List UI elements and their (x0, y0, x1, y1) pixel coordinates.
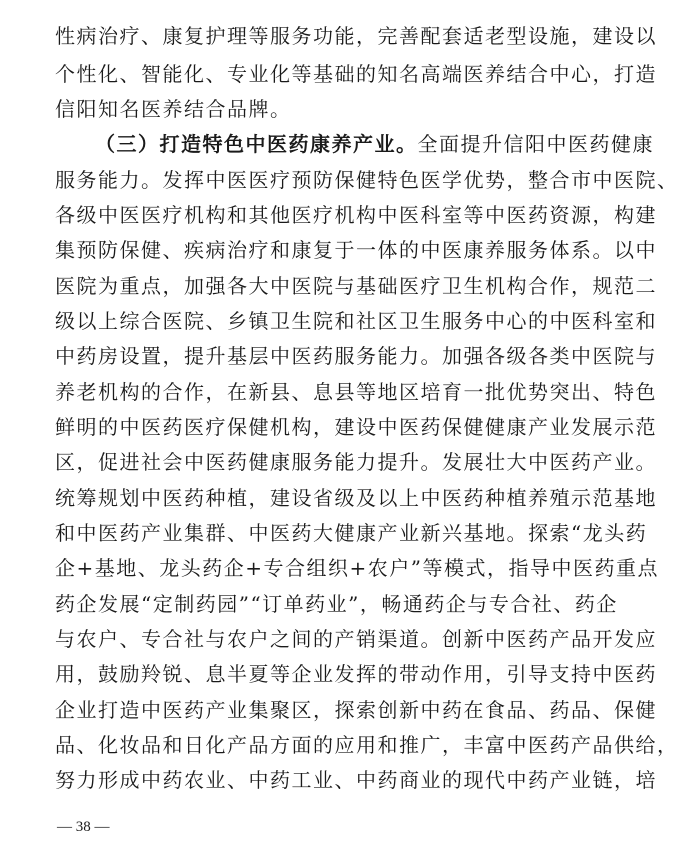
text-line: 性病治疗、康复护理等服务功能，完善配套适老型设施，建设以 (55, 24, 657, 48)
text-line: 医院为重点，加强各大中医院与基础医疗卫生机构合作，规范二 (55, 274, 657, 298)
text-line: 级以上综合医院、乡镇卫生院和社区卫生服务中心的中医科室和 (55, 309, 657, 333)
text-line: 鲜明的中医药医疗保健机构，建设中医药保健健康产业发展示范 (55, 415, 657, 439)
text-line: 中药房设置，提升基层中医药服务能力。加强各级各类中医院与 (55, 344, 657, 368)
section-heading: （三）打造特色中医药康养产业。 (95, 132, 418, 156)
text-line: 服务能力。发挥中医医疗预防保健特色医学优势，整合市中医院、 (55, 168, 679, 192)
text-line: 统筹规划中医药种植，建设省级及以上中医药种植养殖示范基地 (55, 486, 657, 510)
section-heading-line (95, 132, 654, 156)
text-line: 与农户、专合社与农户之间的产销渠道。创新中医药产品开发应 (55, 627, 657, 651)
page-number: — 38 — (57, 819, 110, 835)
text-line: 努力形成中药农业、中药工业、中药商业的现代中药产业链，培 (55, 768, 657, 792)
text-line: 区，促进社会中医药健康服务能力提升。发展壮大中医药产业。 (55, 450, 657, 474)
text-line: 个性化、智能化、专业化等基础的知名高端医养结合中心，打造 (55, 62, 657, 86)
text-line: 药企发展“定制药园”“订单药业”，畅通药企与专合社、药企 (55, 592, 618, 616)
text-line: 用，鼓励羚锐、息半夏等企业发挥的带动作用，引导支持中医药 (55, 662, 657, 686)
text-line: 各级中医医疗机构和其他医疗机构中医科室等中医药资源，构建 (55, 203, 657, 227)
text-line: 企+基地、龙头药企+专合组织+农户”等模式，指导中医药重点 (55, 556, 659, 580)
text-line: 企业打造中医药产业集聚区，探索创新中药在食品、药品、保健 (55, 698, 657, 722)
text-line: 信阳知名医养结合品牌。 (55, 97, 292, 121)
section-heading-continuation: 全面提升信阳中医药健康 (417, 132, 654, 156)
text-line: 集预防保健、疾病治疗和康复于一体的中医康养服务体系。以中 (55, 238, 657, 262)
text-line: 和中医药产业集群、中医药大健康产业新兴基地。探索“龙头药 (55, 521, 648, 545)
text-line: 养老机构的合作，在新县、息县等地区培育一批优势突出、特色 (55, 380, 657, 404)
text-line: 品、化妆品和日化产品方面的应用和推广，丰富中医药产品供给， (55, 733, 679, 757)
